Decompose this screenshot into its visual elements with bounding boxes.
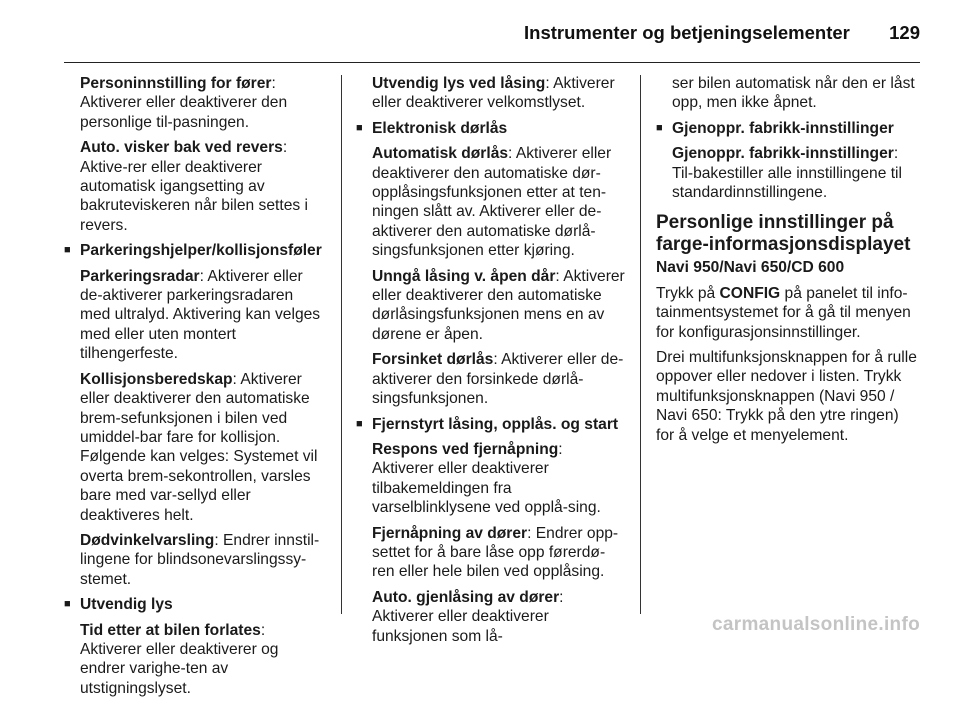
bullet-heading: ■ Fjernstyrt låsing, opplås. og start (356, 415, 626, 434)
paragraph (64, 531, 326, 589)
description: : Aktiverer eller deaktiverer tilbakemeldingen fra varselblinklysene ved opplå-sing. (372, 440, 601, 517)
text: Trykk på (656, 284, 720, 302)
bullet-heading: ■ Elektronisk dørlås (356, 119, 626, 138)
term: Forsinket dørlås (372, 351, 494, 369)
watermark: carmanualsonline.info (712, 614, 920, 635)
bullet-heading: ■ Gjenoppr. fabrikk-innstillinger (656, 119, 920, 138)
term: Auto. visker bak ved revers (80, 139, 283, 157)
bullet-heading: ■ Utvendig lys (64, 595, 326, 614)
column-1 (64, 74, 326, 704)
paragraph (64, 138, 326, 235)
term: Gjenoppr. fabrikk-innstillinger (672, 145, 894, 163)
paragraph (64, 621, 326, 699)
description: : Aktiverer eller deaktiverer den automatiske dør-opplåsingsfunksjonen etter at ten-ningen slått av. Aktiverer eller de-aktiverer den automatiske dørlå-singsfunksjonen etter kjøring. (372, 145, 612, 260)
term: Fjernåpning av dører (372, 524, 528, 542)
page-number: 129 (889, 22, 920, 43)
column-divider-2 (640, 75, 641, 614)
key-label: CONFIG (719, 284, 781, 302)
description: : Endrer opp-settet for å bare låse opp førerdø-ren eller hele bilen ved opplåsing. (372, 524, 619, 581)
bullet-heading: ■ Parkeringshjelper/kollisjonsføler (64, 241, 326, 260)
description: : Aktiverer eller de-aktiverer parkeringsradaren med ultralyd. Aktivering kan velges med eller uten montert tilhengerfeste. (80, 267, 321, 363)
term: Dødvinkelvarsling (80, 531, 215, 549)
term: Auto. gjenlåsing av dører (372, 588, 560, 606)
description: : Aktiverer eller deaktiverer den automatiske dørlåsingsfunksjonen mens en av dørene er åpen. (372, 267, 625, 343)
term: Automatisk dørlås (372, 145, 509, 163)
paragraph (356, 74, 626, 113)
description: : Aktiverer eller deaktiverer funksjonen som lå- (372, 588, 564, 645)
term: Parkeringsradar (80, 267, 200, 285)
description: : Til-bakestiller alle innstillingene til standardinnstillingene. (672, 145, 902, 202)
description: : Aktiverer eller de-aktiverer den forsinkede dørlå-singsfunksjonen. (372, 351, 624, 408)
paragraph (356, 440, 626, 518)
header-rule (64, 62, 920, 63)
paragraph: Drei multifunksjonsknappen for å rulle oppover eller nedover i listen. Trykk multifunksjonsknappen (Navi 950 / Navi 650: Trykk på den ytre ringen) for å velge et menyelement. (656, 349, 917, 444)
description: : Aktiverer eller deaktiverer den automatiske brem-sefunksjonen i bilen ved umiddel-bar fare for kollisjon. Følgende kan velges: Systemet vil overta brem-sekontrollen, varsles bare med var-sellyd eller deaktiveres helt. (80, 370, 318, 524)
description: : Aktiverer eller deaktiverer den personlige til-pasningen. (80, 75, 288, 131)
subheading: Navi 950/Navi 650/CD 600 (656, 259, 845, 277)
paragraph (356, 267, 626, 345)
description: : Endrer innstil-lingene for blindsonevarslingssy-stemet. (80, 531, 320, 588)
paragraph (356, 144, 626, 260)
description: : Aktiverer eller deaktiverer og endrer varighe-ten av utstigningslyset. (80, 621, 279, 697)
paragraph (64, 370, 326, 525)
page-title: Instrumenter og betjeningselementer (524, 22, 850, 43)
term: Respons ved fjernåpning (372, 440, 559, 458)
description: : Aktive-rer eller deaktiverer automatisk igangsetting av bakruteviskeren når bilen settes i revers. (80, 139, 308, 234)
section-heading: Personlige innstillinger på farge-informasjonsdisplayet (656, 212, 911, 256)
description: : Aktiverer eller deaktiverer velkomstlyset. (372, 75, 615, 112)
term: Tid etter at bilen forlates (80, 621, 261, 639)
paragraph (356, 350, 626, 408)
page-header (0, 0, 960, 62)
paragraph (356, 588, 626, 646)
column-2 (356, 74, 626, 652)
term: Kollisjonsberedskap (80, 370, 233, 388)
paragraph (656, 284, 920, 342)
paragraph (656, 144, 920, 202)
text: på panelet til info-tainmentsystemet for å gå til menyen for konfigurasjonsinnstillinger. (656, 284, 911, 341)
paragraph (356, 524, 626, 582)
column-divider-1 (341, 75, 342, 614)
paragraph (64, 74, 326, 132)
term: Unngå låsing v. åpen dår (372, 267, 556, 285)
paragraph (64, 267, 326, 364)
term: Utvendig lys ved låsing (372, 75, 546, 92)
term: Personinnstilling for fører (80, 75, 272, 92)
column-3 (656, 74, 920, 451)
paragraph: ser bilen automatisk når den er låst opp, men ikke åpnet. (672, 75, 915, 112)
